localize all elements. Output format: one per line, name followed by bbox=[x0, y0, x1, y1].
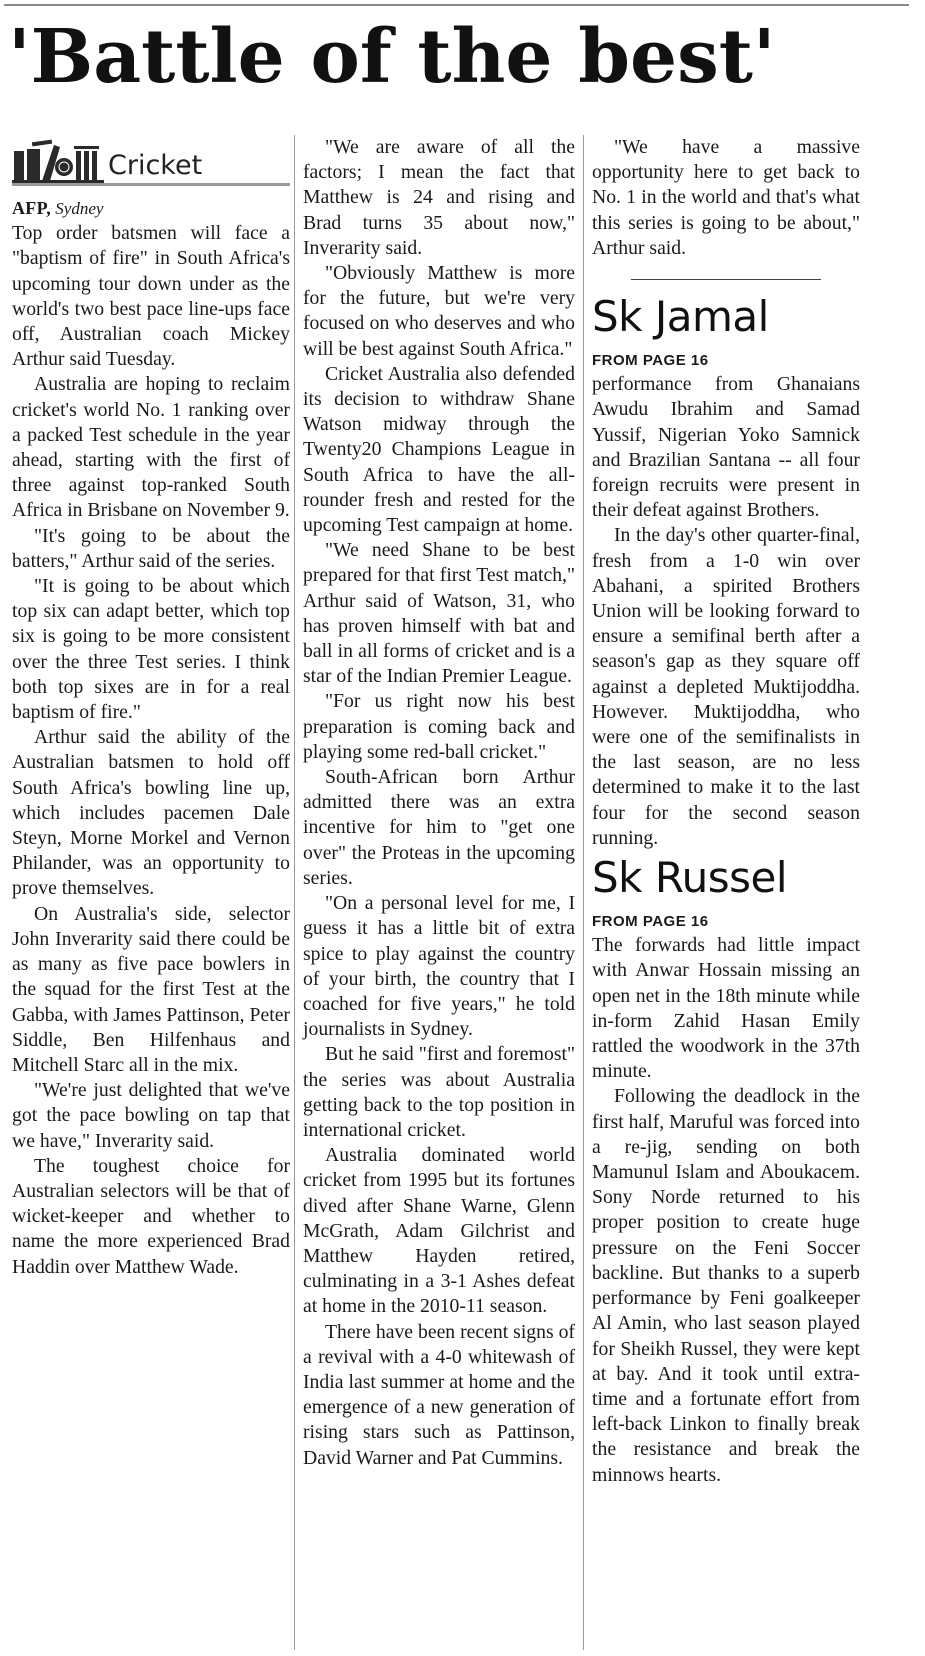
russel-headline: Sk Russel bbox=[592, 853, 788, 903]
story-paragraph: "On a personal level for me, I guess it has a little bit of extra spice to play against the country of your birth, the country that I coached for five years," he told journalists in Sydney. bbox=[303, 892, 575, 1041]
story-paragraph: The toughest choice for Australian selectors will be that of wicket-keeper and whether to name the more experienced Brad Haddin over Matthew Wade. bbox=[12, 1154, 290, 1278]
top-rule bbox=[4, 4, 909, 6]
story-paragraph: Arthur said the ability of the Australian batsmen to hold off South Africa's bowling line up, which includes pacemen Dale Steyn, Morne Morkel and Vernon Philander, was an opportunity to prove themselves. bbox=[12, 726, 290, 900]
story-paragraph: In the day's other quarter-final, fresh from a 1-0 win over Abahani, a spirited Brothers Union will be looking forward to ensure a semifinal berth after a season's gap as they square off against a depleted Muktijoddha. However. Muktijoddha, who were one of the semifinalists in the last season, are no less determined to make it to the last four for the second season running. bbox=[592, 524, 860, 849]
column-3 bbox=[592, 135, 860, 1488]
jamal-from-page: FROM PAGE 16 bbox=[592, 352, 709, 370]
story-paragraph: Australia dominated world cricket from 1995 but its fortunes dived after Shane Warne, Glenn McGrath, Adam Gilchrist and Matthew Hayden retired, culminating in a 3-1 Ashes defeat at home in the 2010-11 season. bbox=[303, 1144, 575, 1318]
story-divider bbox=[631, 279, 821, 280]
section-tag bbox=[12, 135, 290, 186]
dateline bbox=[12, 196, 290, 221]
column-rule bbox=[294, 135, 295, 1650]
story-paragraph: Following the deadlock in the first half, Maruful was forced into a re-jig, sending on both Mamunul Islam and Aboukacem. Sony Norde returned to his proper position to create huge pressure on the Feni Soccer backline. But thanks to a superb performance by Feni goalkeeper Al Amin, who last season played for Sheikh Russel, they were kept at bay. And it took until extra-time and a fortunate effort from left-back Linkon to finally break the resistance and break the minnows hearts. bbox=[592, 1085, 860, 1486]
story-paragraph: There have been recent signs of a revival with a 4-0 whitewash of India last summer at home and the emergence of a new generation of rising stars such as Pattinson, David Warner and Pat Cummins. bbox=[303, 1320, 575, 1469]
story-paragraph: On Australia's side, selector John Inverarity said there could be as many as five pace bowlers in the squad for the first Test at the Gabba, with James Pattinson, Peter Siddle, Ben Hilfenhaus and Mitchell Starc all in the mix. bbox=[12, 902, 290, 1076]
headline: 'Battle of the best' bbox=[8, 14, 776, 100]
story-paragraph: But he said "first and foremost" the series was about Australia getting back to the top position in international cricket. bbox=[303, 1043, 575, 1141]
dateline-agency: AFP, bbox=[12, 198, 52, 218]
story-paragraph: South-African born Arthur admitted there was an extra incentive for him to "get one over" the Proteas in the upcoming series. bbox=[303, 766, 575, 889]
jamal-headline: Sk Jamal bbox=[592, 292, 769, 342]
story-paragraph: "Obviously Matthew is more for the future, but we're very focused on who deserves and who will be best against South Africa." bbox=[303, 262, 575, 360]
story-paragraph: The forwards had little impact with Anwar Hossain missing an open net in the 18th minute while in-form Zahid Hasan Emily rattled the woodwork in the 37th minute. bbox=[592, 934, 860, 1083]
column-2 bbox=[303, 135, 575, 1471]
story-paragraph: "It is going to be about which top six can adapt better, which top six is going to be more consistent over the three Test series. I think both top sixes are in for a real baptism of fire." bbox=[12, 575, 290, 724]
column-rule bbox=[583, 135, 584, 1650]
story-paragraph: Top order batsmen will face a "baptism of fire" in South Africa's upcoming tour down under as the world's two best pace line-ups face off, Australian coach Mickey Arthur said Tuesday. bbox=[12, 222, 290, 371]
dateline-city: Sydney bbox=[55, 199, 104, 218]
story-paragraph: "It's going to be about the batters," Arthur said of the series. bbox=[12, 524, 290, 572]
cricket-equipment-icon bbox=[12, 137, 104, 183]
story-paragraph: "We have a massive opportunity here to get back to No. 1 in the world and that's what this series is going to be about," Arthur said. bbox=[592, 136, 860, 259]
story-paragraph: "We're just delighted that we've got the pace bowling on tap that we have," Inverarity said. bbox=[12, 1079, 290, 1152]
story-paragraph: "We are aware of all the factors; I mean the fact that Matthew is 24 and rising and Brad turns 35 about now," Inverarity said. bbox=[303, 136, 575, 259]
section-label: Cricket bbox=[108, 150, 203, 181]
story-paragraph: "We need Shane to be best prepared for that first Test match," Arthur said of Watson, 31, who has proven himself with bat and ball in all forms of cricket and is a star of the Indian Premier League. bbox=[303, 539, 575, 688]
story-paragraph: Cricket Australia also defended its decision to withdraw Shane Watson midway through the Twenty20 Champions League in South Africa to have the all-rounder fresh and rested for the upcoming Test campaign at home. bbox=[303, 362, 575, 537]
column-1 bbox=[12, 135, 290, 1280]
story-paragraph: Australia are hoping to reclaim cricket's world No. 1 ranking over a packed Test schedule in the year ahead, starting with the first of three against top-ranked South Africa in Brisbane on November 9. bbox=[12, 373, 290, 522]
story-paragraph: performance from Ghanaians Awudu Ibrahim and Samad Yussif, Nigerian Yoko Samnick and Brazilian Santana -- all four foreign recruits were present in their defeat against Brothers. bbox=[592, 373, 860, 522]
russel-from-page: FROM PAGE 16 bbox=[592, 913, 709, 931]
story-paragraph: "For us right now his best preparation is coming back and playing some red-ball cricket." bbox=[303, 690, 575, 763]
